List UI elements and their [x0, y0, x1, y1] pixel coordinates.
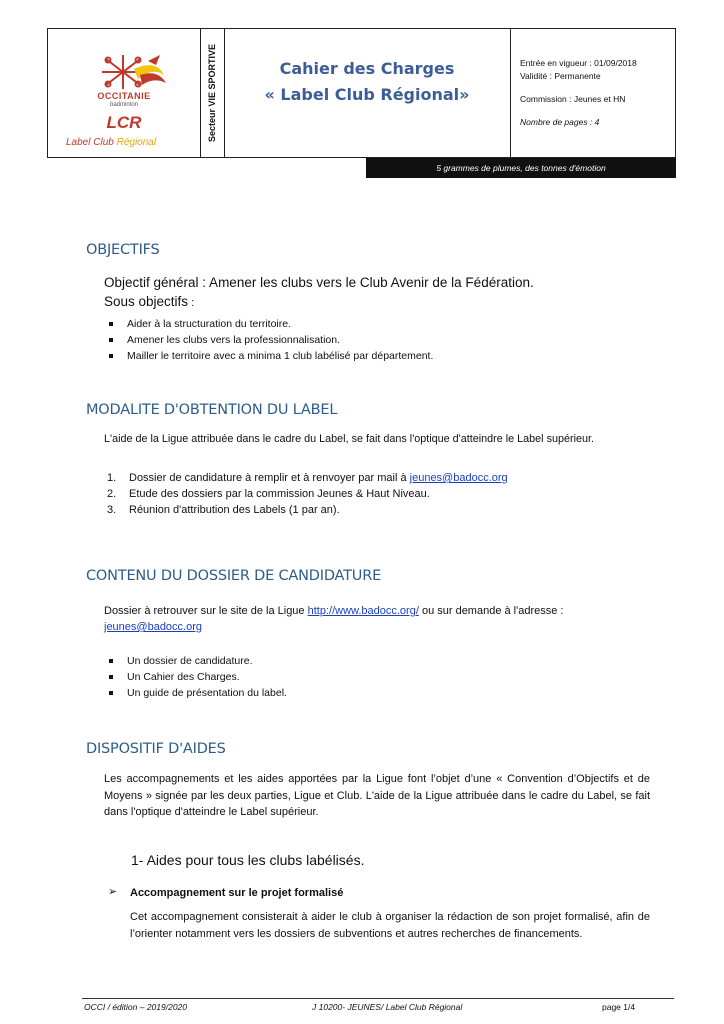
accompagnement-text: Cet accompagnement consisterait à aider le club à organiser la rédaction de son projet formalisé, afin de l’orienter notamment vers les dossiers de subventions et autres recherches de financements. — [130, 911, 650, 940]
list-item: Aider à la structuration du territoire. — [104, 316, 433, 332]
email-link[interactable]: jeunes@badocc.org — [409, 472, 508, 484]
dispositif-paragraph: Les accompagnements et les aides apportées par la Ligue font l’objet d’une « Convention d’Objectifs et de Moyens » signée par les deux parties, Ligue et Club. L'aide de la Ligue attribuée dans le cadre du Label, se fait dans l'optique d'atteindre le Label supérieur. — [104, 773, 650, 818]
logo-label-text — [66, 137, 186, 148]
effective-date: Entrée en vigueur : 01/09/2018 — [520, 58, 637, 68]
modalite-intro: L'aide de la Ligue attribuée dans le cadre du Label, se fait dans l'optique d'atteindre le Label supérieur. — [104, 433, 594, 445]
section-heading-modalite: MODALITE D'OBTENTION DU LABEL — [86, 402, 338, 418]
contenu-intro — [104, 603, 650, 635]
step-text: Etude des dossiers par la commission Jeunes & Haut Niveau. — [129, 488, 430, 500]
logo-label-part-2: Régional — [116, 137, 157, 148]
footer-center: J 10200- JEUNES/ Label Club Régional — [312, 1002, 463, 1012]
website-link[interactable]: http://www.badocc.org/ — [307, 605, 419, 617]
list-item: Mailler le territoire avec a minima 1 club labélisé par département. — [104, 348, 433, 364]
logo-occitanie-text: OCCITANIE — [97, 91, 151, 101]
footer-page-number: page 1/4 — [602, 1002, 636, 1012]
validity: Validité : Permanente — [520, 71, 601, 81]
sous-objectifs-colon: : — [188, 297, 195, 309]
modalite-steps — [104, 470, 508, 518]
document-metadata — [510, 29, 675, 157]
commission: Commission : Jeunes et HN — [520, 94, 626, 104]
step-number: 3. — [107, 504, 117, 516]
list-item: Amener les clubs vers la professionnalisation. — [104, 332, 433, 348]
list-item: Un dossier de candidature. — [104, 653, 287, 669]
step-number: 1. — [107, 472, 117, 484]
aides-sub-heading: 1- Aides pour tous les clubs labélisés. — [131, 852, 365, 868]
objectif-general: Objectif général : Amener les clubs vers le Club Avenir de la Fédération. — [104, 275, 534, 290]
step-item — [104, 502, 508, 518]
document-header — [47, 28, 676, 158]
list-item: Un guide de présentation du label. — [104, 685, 287, 701]
title-line-2: « Label Club Régional» — [264, 85, 470, 104]
arrow-bullet-icon: ➢ — [108, 886, 118, 898]
step-item — [104, 470, 508, 486]
step-text: Dossier de candidature à remplir et à renvoyer par mail à — [129, 472, 410, 484]
document-title — [224, 29, 510, 157]
step-text: Réunion d'attribution des Labels (1 par an). — [129, 504, 340, 516]
sous-objectifs-label — [104, 293, 194, 312]
section-heading-dispositif: DISPOSITIF D'AIDES — [86, 741, 226, 757]
sector-label — [200, 29, 224, 157]
email-link[interactable]: jeunes@badocc.org — [104, 621, 203, 633]
step-number: 2. — [107, 488, 117, 500]
logo-badminton-text: badminton — [109, 102, 139, 108]
contenu-intro-text: Dossier à retrouver sur le site de la Ligue — [104, 605, 308, 617]
title-line-1: Cahier des Charges — [279, 59, 455, 78]
step-item — [104, 486, 508, 502]
section-heading-contenu: CONTENU DU DOSSIER DE CANDIDATURE — [86, 568, 382, 584]
logo-label-part-1: Label Club — [66, 137, 114, 148]
contenu-intro-text-2: ou sur demande à l'adresse : — [418, 605, 564, 617]
sector-text: Secteur VIE SPORTIVE — [207, 43, 217, 143]
footer-left: OCCI / édition – 2019/2020 — [84, 1002, 188, 1012]
contenu-list — [104, 653, 287, 701]
section-heading-objectifs: OBJECTIFS — [86, 242, 160, 258]
slogan-banner: 5 grammes de plumes, des tonnes d'émotion — [366, 158, 676, 178]
logo-lcr-text: LCR — [106, 113, 142, 132]
label-club-regional-logo — [48, 29, 200, 157]
sous-objectifs-list — [104, 316, 433, 364]
accompagnement-heading: Accompagnement sur le projet formalisé — [130, 887, 344, 899]
list-item: Un Cahier des Charges. — [104, 669, 287, 685]
page-count: Nombre de pages : 4 — [520, 117, 600, 127]
sous-objectifs-text: Sous objectifs — [104, 294, 189, 309]
footer-divider — [82, 998, 674, 999]
